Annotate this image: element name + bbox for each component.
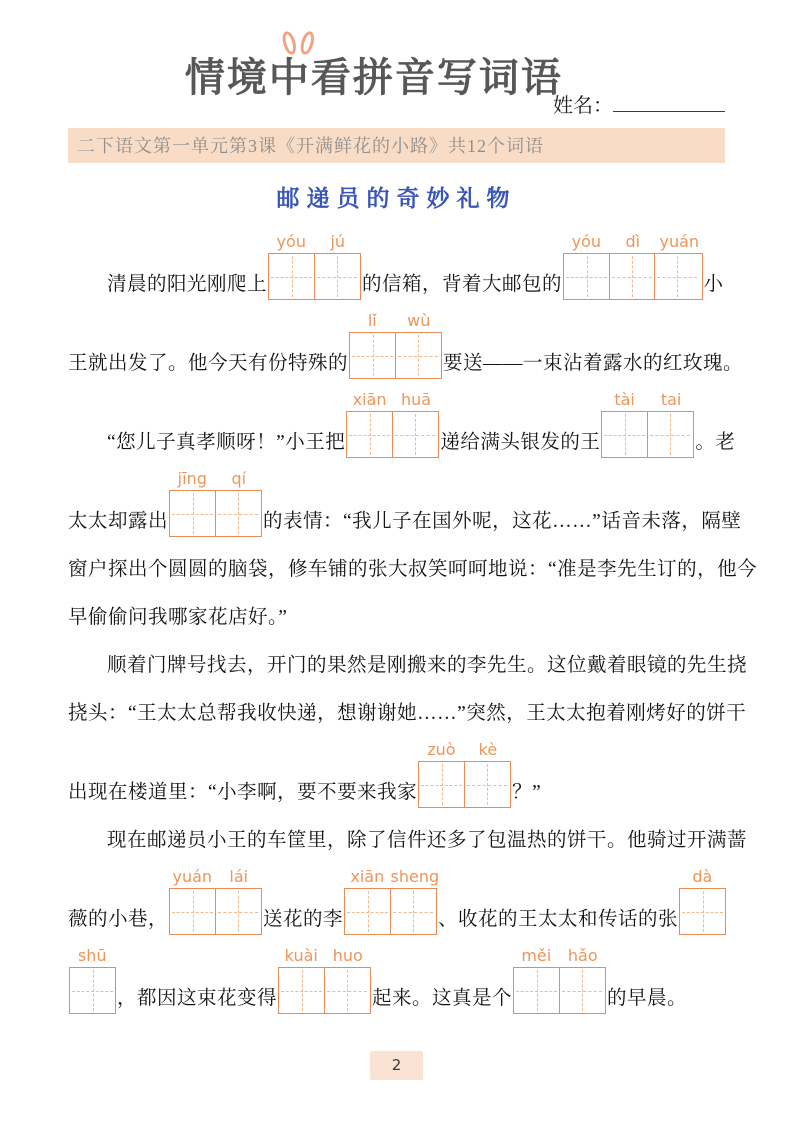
worksheet-row: [68, 379, 736, 458]
pinyin-label: wù: [407, 311, 431, 330]
pinyin-row: [169, 469, 262, 490]
name-field: [553, 89, 725, 118]
pinyin-row: [418, 740, 511, 761]
worksheet-row: [68, 681, 747, 729]
pinyin-label: kè: [478, 740, 498, 759]
worksheet-row: [68, 458, 742, 537]
pinyin-word: [513, 946, 606, 1014]
worksheet-row: [68, 729, 725, 808]
writing-grid: [349, 332, 442, 379]
logo-title-text: 情境中看拼音写词语: [184, 55, 563, 101]
body-text: 、收花的王太太和传话的张: [438, 908, 679, 930]
body-text: 现在邮递员小王的车筐里，除了信件还多了包温热的饼干。他骑过开满蔷: [107, 829, 748, 851]
worksheet-row: [68, 808, 748, 856]
worksheet-row: [68, 856, 725, 935]
body-text: 清晨的阳光刚爬上: [107, 273, 268, 295]
body-text: ，都因这束花变得: [117, 987, 278, 1009]
pinyin-label: xiān: [350, 867, 385, 886]
pinyin-label: zuò: [427, 740, 456, 759]
pinyin-row: [513, 946, 606, 967]
logo-title: [185, 46, 563, 103]
pinyin-label: huā: [401, 390, 432, 409]
writing-cell[interactable]: [464, 762, 509, 807]
pinyin-word: [346, 390, 439, 458]
writing-cell[interactable]: [514, 968, 559, 1013]
body-text: 的表情：“我儿子在国外呢，这花……”话音未落，隔壁: [263, 510, 742, 532]
passage-title: 邮递员的奇妙礼物: [276, 186, 517, 211]
body-text: 挠头：“王太太总帮我收快递，想谢谢她……”突然，王太太抱着刚烤好的饼干: [68, 702, 747, 724]
pinyin-row: [563, 232, 703, 253]
writing-cell[interactable]: [170, 491, 215, 536]
worksheet-row: [68, 300, 744, 379]
writing-cell[interactable]: [647, 412, 692, 457]
pinyin-label: měi: [521, 946, 552, 965]
writing-grid: [344, 888, 437, 935]
writing-cell[interactable]: [215, 491, 260, 536]
writing-cell[interactable]: [654, 254, 699, 299]
body-text: 太太却露出: [68, 510, 169, 532]
pinyin-label: tai: [660, 390, 682, 409]
body-text: 顺着门牌号找去，开门的果然是刚搬来的李先生。这位戴着眼镜的先生挠: [107, 654, 748, 676]
page-footer: [68, 1051, 725, 1080]
body-text: 送花的李: [263, 908, 344, 930]
pinyin-label: huo: [332, 946, 363, 965]
writing-grid: [679, 888, 726, 935]
pinyin-label: sheng: [390, 867, 440, 886]
pinyin-word: [268, 232, 361, 300]
writing-cell[interactable]: [559, 968, 604, 1013]
pinyin-label: yuán: [659, 232, 700, 251]
pinyin-label: qí: [231, 469, 247, 488]
pinyin-label: dì: [625, 232, 641, 251]
pinyin-word: [344, 867, 440, 935]
writing-cell[interactable]: [390, 889, 435, 934]
writing-cell[interactable]: [347, 412, 392, 457]
name-label: 姓名：: [553, 95, 613, 117]
pinyin-label: yuán: [172, 867, 213, 886]
writing-cell[interactable]: [419, 762, 464, 807]
writing-cell[interactable]: [680, 889, 725, 934]
pinyin-label: yóu: [276, 232, 306, 251]
body-text: 递给满头银发的王: [440, 431, 601, 453]
body-text: 出现在楼道里：“小李啊，要不要来我家: [68, 781, 418, 803]
pinyin-label: jú: [330, 232, 346, 251]
writing-cell[interactable]: [170, 889, 215, 934]
pinyin-word: [679, 867, 726, 935]
pinyin-row: [346, 390, 439, 411]
body-text: 窗户探出个圆圆的脑袋，修车铺的张大叔笑呵呵地说：“准是李先生订的，他今: [68, 558, 758, 580]
pinyin-word: [601, 390, 694, 458]
writing-cell[interactable]: [70, 968, 115, 1013]
body-text: 王就出发了。他今天有份特殊的: [68, 352, 349, 374]
pinyin-label: jīng: [177, 469, 207, 488]
writing-grid: [346, 411, 439, 458]
body-text: 小: [703, 273, 724, 295]
pinyin-row: [344, 867, 440, 888]
writing-grid: [601, 411, 694, 458]
writing-grid: [268, 253, 361, 300]
pinyin-label: lái: [229, 867, 249, 886]
body-text: 的早晨。: [607, 987, 688, 1009]
body-text: 的信箱，背着大邮包的: [362, 273, 563, 295]
passage-body: [68, 221, 758, 1014]
pinyin-label: hǎo: [567, 946, 598, 965]
writing-grid: [513, 967, 606, 1014]
writing-grid: [418, 761, 511, 808]
body-text: 。老: [695, 431, 736, 453]
writing-grid: [278, 967, 371, 1014]
writing-cell[interactable]: [602, 412, 647, 457]
pinyin-label: xiān: [352, 390, 387, 409]
pinyin-word: [278, 946, 371, 1014]
worksheet-row: [68, 935, 725, 1014]
pinyin-row: [349, 311, 442, 332]
body-text: ？”: [512, 781, 542, 803]
writing-cell[interactable]: [609, 254, 654, 299]
header: [68, 44, 725, 120]
writing-cell[interactable]: [345, 889, 390, 934]
pinyin-label: shū: [77, 946, 107, 965]
writing-cell[interactable]: [564, 254, 609, 299]
pinyin-word: [69, 946, 116, 1014]
pinyin-label: dà: [692, 867, 713, 886]
worksheet-row: [68, 585, 725, 633]
writing-grid: [563, 253, 703, 300]
pinyin-word: [169, 469, 262, 537]
pinyin-row: [601, 390, 694, 411]
body-text: 早偷偷问我哪家花店好。”: [68, 606, 288, 628]
body-text: “您儿子真孝顺呀！”小王把: [107, 431, 346, 453]
pinyin-row: [679, 867, 726, 888]
pinyin-word: [349, 311, 442, 379]
pinyin-row: [169, 867, 262, 888]
bunny-ears-icon: [281, 31, 321, 59]
writing-cell[interactable]: [350, 333, 395, 378]
body-text: 起来。这真是个: [372, 987, 513, 1009]
page-number: 2: [370, 1051, 424, 1080]
pinyin-row: [268, 232, 361, 253]
body-text: 薇的小巷，: [68, 908, 169, 930]
writing-cell[interactable]: [215, 889, 260, 934]
writing-cell[interactable]: [279, 968, 324, 1013]
body-text: 要送——一束沾着露水的红玫瑰。: [443, 352, 744, 374]
pinyin-row: [278, 946, 371, 967]
writing-grid: [169, 490, 262, 537]
pinyin-label: yóu: [571, 232, 601, 251]
pinyin-word: [563, 232, 703, 300]
writing-cell[interactable]: [269, 254, 314, 299]
pinyin-row: [69, 946, 116, 967]
name-input-line[interactable]: [613, 95, 725, 112]
writing-cell[interactable]: [395, 333, 440, 378]
pinyin-word: [169, 867, 262, 935]
worksheet-row: [68, 537, 758, 585]
pinyin-label: kuài: [284, 946, 318, 965]
worksheet-row: [68, 633, 748, 681]
pinyin-label: lǐ: [367, 311, 377, 330]
writing-cell[interactable]: [324, 968, 369, 1013]
writing-grid: [69, 967, 116, 1014]
writing-grid: [169, 888, 262, 935]
writing-cell[interactable]: [392, 412, 437, 457]
pinyin-word: [418, 740, 511, 808]
pinyin-label: tài: [614, 390, 635, 409]
writing-cell[interactable]: [314, 254, 359, 299]
worksheet-row: [68, 221, 725, 300]
lesson-banner: 二下语文第一单元第3课《开满鲜花的小路》共12个词语: [68, 128, 725, 163]
